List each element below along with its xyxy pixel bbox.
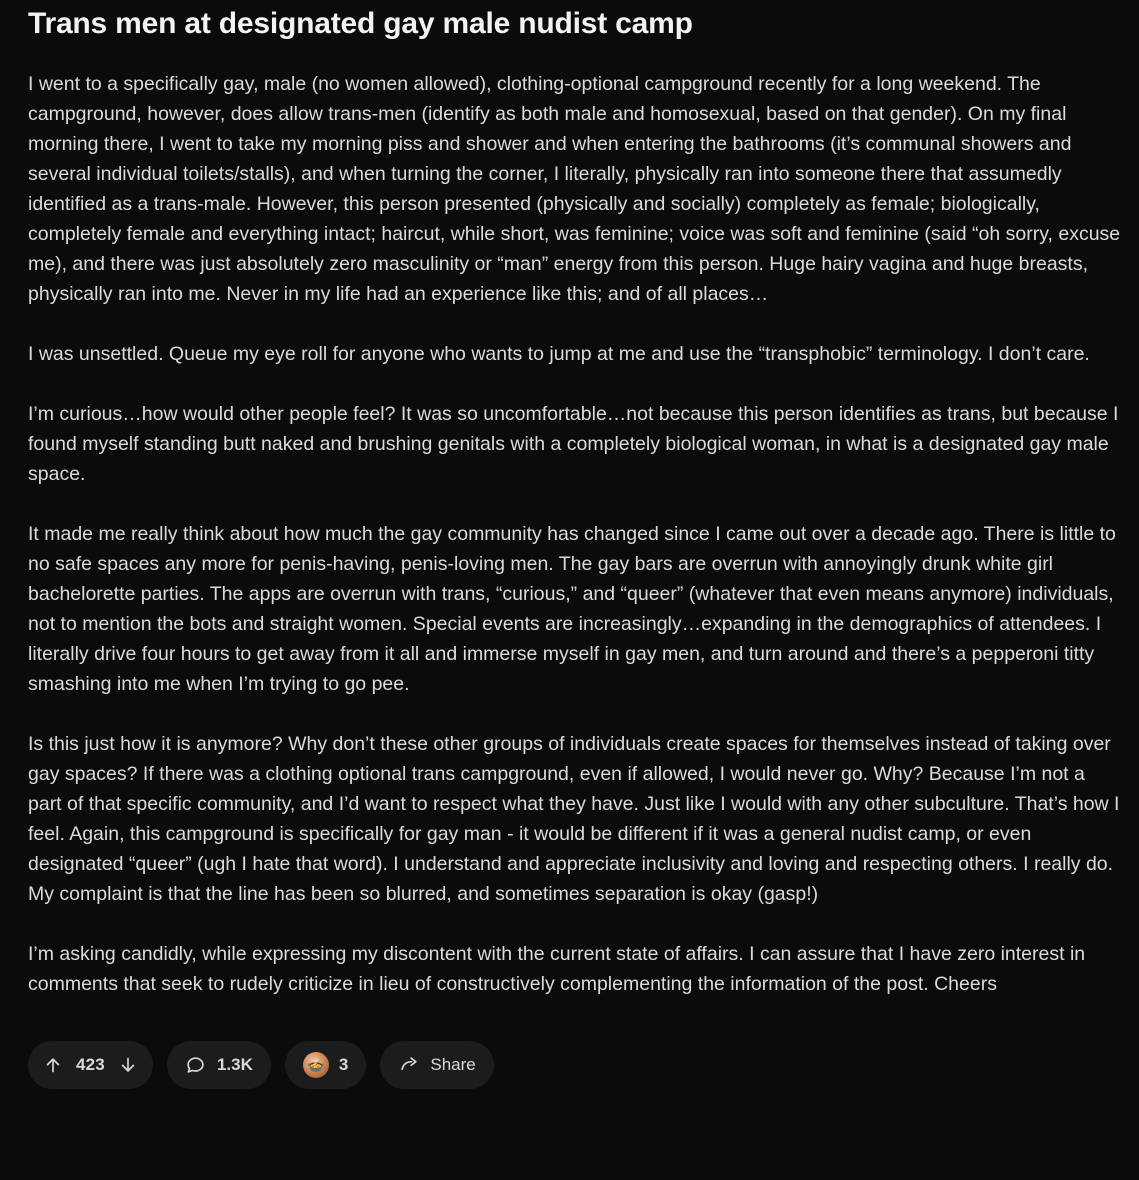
vote-count: 423 [76, 1054, 105, 1074]
post-action-bar [28, 1041, 1123, 1107]
post-paragraph: I’m asking candidly, while expressing my discontent with the current state of affairs. I can assure that I have zero interest in comments that seek to rudely criticize in lieu of constructively complementing the information of the post. Cheers [28, 942, 1086, 995]
post-paragraph: I was unsettled. Queue my eye roll for anyone who wants to jump at me and use the “transphobic” terminology. I don’t care. [28, 342, 1090, 365]
award-icon: 🍲 [303, 1052, 329, 1078]
comments-button[interactable] [167, 1041, 271, 1089]
post-paragraph: Is this just how it is anymore? Why don’t these other groups of individuals create spaces for themselves instead of taking over gay spaces? If there was a clothing optional trans campground, even if allowed, I would never go. Why? Because I’m not a part of that specific community, and I’d want to respect what they have. Just like I would with any other subculture. That’s how I feel. Again, this campground is specifically for gay man - it would be different if it was a general nudist camp, or even designated “queer” (ugh I hate that word). I understand and appreciate inclusivity and loving and respecting others. I really do. My complaint is that the line has been so blurred, and sometimes separation is okay (gasp!) [28, 732, 1120, 905]
award-button[interactable] [285, 1041, 366, 1089]
share-button[interactable] [380, 1041, 493, 1089]
page-title: Trans men at designated gay male nudist camp [28, 7, 693, 40]
post-paragraph: I’m curious…how would other people feel? It was so uncomfortable…not because this person identifies as trans, but because I found myself standing butt naked and brushing genitals with a completely biological woman, in what is a designated gay male space. [28, 402, 1119, 485]
share-label: Share [430, 1054, 476, 1074]
arrow-down-icon[interactable] [117, 1054, 139, 1076]
share-arrow-icon [398, 1054, 420, 1076]
comment-bubble-icon [185, 1054, 207, 1076]
post-paragraph: I went to a specifically gay, male (no women allowed), clothing-optional campground recently for a long weekend. The campground, however, does allow trans-men (identify as both male and homosexual, based on that gender). On my final morning there, I went to take my morning piss and shower and when entering the bathrooms (it’s communal showers and several individual toilets/stalls), and when turning the corner, I literally, physically ran into someone there that assumedly identified as a trans-male. However, this person presented (physically and socially) completely as female; biologically, completely female and everything intact; haircut, while short, was feminine; voice was soft and feminine (said “oh sorry, excuse me), and there was just absolutely zero masculinity or “man” energy from this person. Huge hairy vagina and huge breasts, physically ran into me. Never in my life had an experience like this; and of all places… [28, 72, 1121, 305]
arrow-up-icon[interactable] [42, 1054, 64, 1076]
post-paragraph: It made me really think about how much the gay community has changed since I came out over a decade ago. There is little to no safe spaces any more for penis-having, penis-loving men. The gay bars are overrun with annoyingly drunk white girl bachelorette parties. The apps are overrun with trans, “curious,” and “queer” (whatever that even means anymore) individuals, not to mention the bots and straight women. Special events are increasingly…expanding in the demographics of attendees. I literally drive four hours to get away from it all and immerse myself in gay men, and turn around and there’s a pepperoni titty smashing into me when I’m trying to go pee. [28, 522, 1116, 695]
post-body [28, 69, 1123, 999]
vote-group [28, 1041, 153, 1089]
award-count: 3 [338, 1054, 349, 1074]
comments-count: 1.3K [216, 1054, 253, 1074]
